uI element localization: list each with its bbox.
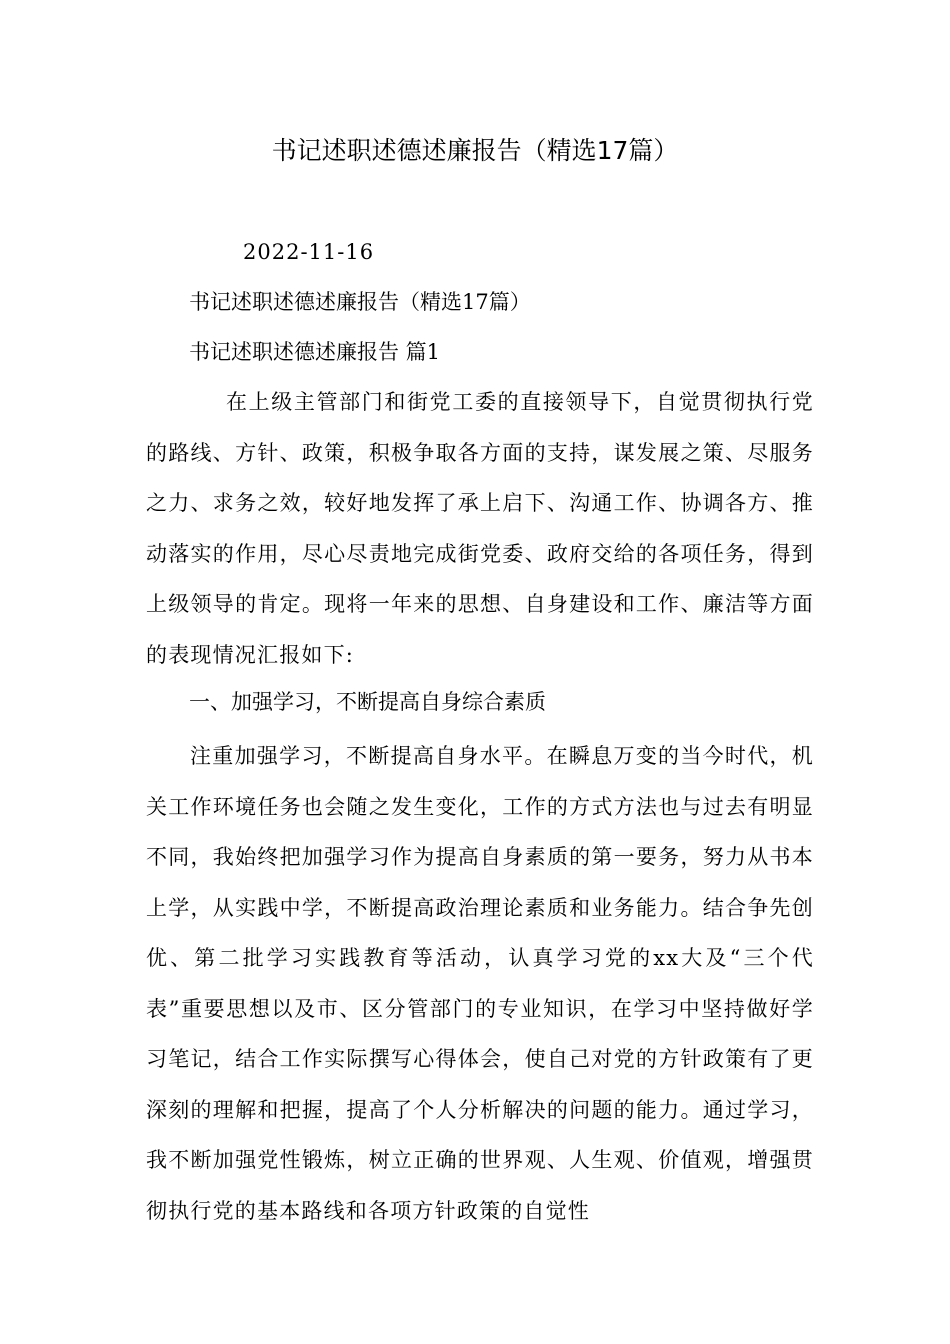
body-paragraph: 注重加强学习，不断提高自身水平。在瞬息万变的当今时代，机关工作环境任务也会随之发生变化，工作的方式方法也与过去有明显不同，我始终把加强学习作为提高自身素质的第一要务，努力从书本上学，从实践中学，不断提高政治理论素质和业务能力。结合争先创优、第二批学习实践教育等活动，认真学习党的xx大及“三个代表”重要思想以及市、区分管部门的专业知识，在学习中坚持做好学习笔记，结合工作实际撰写心得体会，使自己对党的方针政策有了更深刻的理解和把握，提高了个人分析解决的问题的能力。通过学习，我不断加强党性锻炼，树立正确的世界观、人生观、价值观，增强贯彻执行党的基本路线和各项方针政策的自觉性 [146,744,814,1223]
document-title: 书记述职述德述廉报告（精选17篇） [271,136,679,165]
body-paragraph: 在上级主管部门和街党工委的直接领导下，自觉贯彻执行党的路线、方针、政策，积极争取各方面的支持，谋发展之策、尽服务之力、求务之效，较好地发挥了承上启下、沟通工作、协调各方、推动落实的作用，尽心尽责地完成街党委、政府交给的各项任务，得到上级领导的肯定。现将一年来的思想、自身建设和工作、廉洁等方面的表现情况汇报如下: [146,390,814,667]
document-date: 2022-11-16 [243,240,375,264]
section-heading: 一、加强学习，不断提高自身综合素质 [189,690,546,714]
document-subtitle: 书记述职述德述廉报告（精选17篇） [189,290,531,314]
section-title: 书记述职述德述廉报告 篇1 [189,340,441,364]
